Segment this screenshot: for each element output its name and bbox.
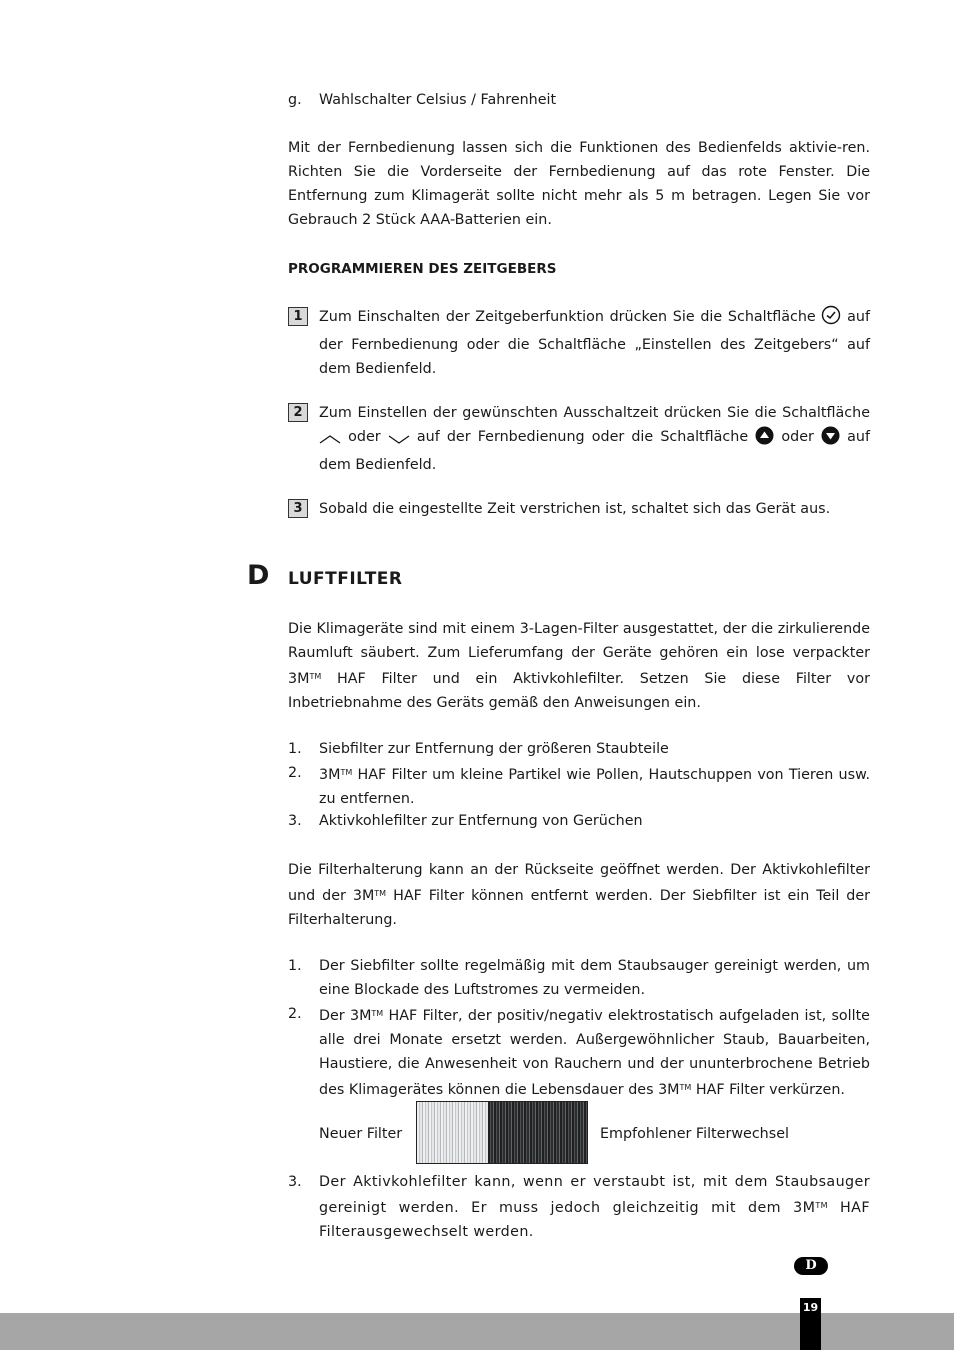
timer-heading: PROGRAMMIEREN DES ZEITGEBERS	[288, 261, 557, 277]
step-text: Sobald die eingestellte Zeit verstrichen ist, schaltet sich das Gerät aus.	[319, 501, 831, 517]
arrow-up-button-icon	[755, 426, 774, 453]
chevron-down-icon	[388, 429, 410, 453]
filter-holder-paragraph: Die Filterhalterung kann an der Rückseite geöffnet werden. Der Aktivkohlefilter und der 3M™ HAF Filter können entfernt werden. Der Siebfilter ist ein Teil der Filterhalterung.	[288, 862, 870, 928]
section-title: LUFTFILTER	[288, 569, 403, 589]
section-letter: D	[247, 560, 270, 591]
dirty-filter-swatch	[488, 1102, 587, 1163]
step-number: 2	[288, 403, 308, 422]
step-number: 1	[288, 307, 308, 326]
chevron-up-icon	[319, 429, 341, 453]
filter-new-label: Neuer Filter	[319, 1126, 403, 1142]
step-text: Zum Einstellen der gewünschten Ausschaltzeit drücken Sie die Schaltfläche oder auf der Fernbedienung oder die Schaltfläche oder auf dem Bedienfeld.	[319, 405, 871, 473]
step-text: Zum Einschalten der Zeitgeberfunktion drücken Sie die Schaltfläche auf der Fernbedienung oder die Schaltfläche „Einstellen des Zeitgebers“ auf dem Bedienfeld.	[319, 305, 870, 381]
step-number: 3	[288, 499, 308, 518]
list-text: Wahlschalter Celsius / Fahrenheit	[319, 92, 557, 108]
filter-change-label: Empfohlener Filterwechsel	[600, 1126, 789, 1142]
language-badge: D	[794, 1257, 828, 1275]
trademark-mark: TM	[309, 672, 322, 681]
remote-paragraph: Mit der Fernbedienung lassen sich die Funktionen des Bedienfelds aktivie-ren. Richten Sie die Vorderseite der Fernbedienung auf das rote Fenster. Die Entfernung zum Klimagerät sollte nicht mehr als 5 m betragen. Legen Sie vor Gebrauch 2 Stück AAA-Batterien ein.	[288, 140, 870, 228]
page-number: 19	[800, 1298, 821, 1350]
arrow-down-button-icon	[821, 426, 840, 453]
new-filter-swatch	[417, 1102, 488, 1163]
filter-intro-paragraph: Die Klimageräte sind mit einem 3-Lagen-Filter ausgestattet, der die zirkulierende Raumluft säubert. Zum Lieferumfang der Geräte gehören ein lose verpackter 3M™ HAF Filter und ein Aktivkohlefilter. Setzen Sie diese Filter vor Inbetriebnahme des Geräts gemäß den Anweisungen ein.	[288, 621, 870, 711]
filter-comparison-image	[416, 1101, 588, 1164]
list-marker: g.	[288, 92, 302, 108]
timer-clock-icon	[821, 305, 841, 333]
